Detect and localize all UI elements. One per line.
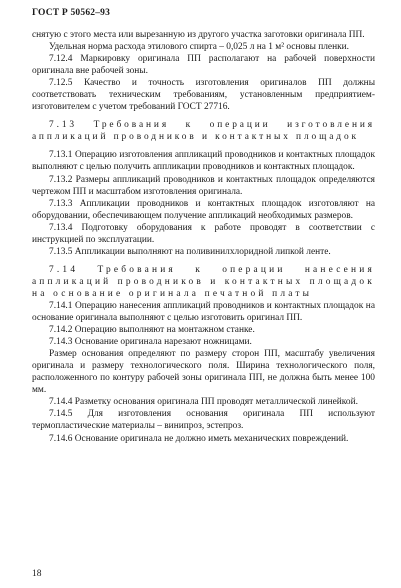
paragraph: 7.14.2 Операцию выполняют на монтажном станке.: [49, 325, 255, 336]
paragraph: 7.12.4 Маркировку оригинала ПП располагают на рабочей поверхности оригинала вне рабочей зоны.: [32, 54, 375, 77]
paragraph: 7.13.1 Операцию изготовления аппликаций проводников и контактных площадок выполняют с целью получить аппликации проводников и контактных площадок.: [32, 150, 375, 173]
document-header: ГОСТ Р 50562–93: [32, 8, 111, 18]
document-body: [32, 29, 375, 445]
paragraph: 7.14.3 Основание оригинала нарезают ножницами.: [49, 337, 252, 348]
section-heading: 7.13 Требования к операции изготовления аппликаций проводников и контактных площадок: [32, 120, 375, 143]
paragraph: Размер основания определяют по размеру сторон ПП, масштабу увеличения оригинала и размеру технологического поля. Ширина технологического поля, расположенного по контуру рабочей зоны оригинала ПП, не должна быть менее 100 мм.: [32, 349, 375, 396]
paragraph: 7.13.3 Аппликации проводников и контактных площадок изготовляют на оборудовании, обеспечивающем получение аппликаций необходимых размеров.: [32, 198, 375, 221]
paragraph: 7.14.5 Для изготовления основания оригинала ПП используют термопластические материалы – винипроз, эстепроз.: [32, 409, 375, 432]
paragraph: 7.14.4 Разметку основания оригинала ПП проводят металлической линейкой.: [49, 397, 358, 408]
paragraph: Удельная норма расхода этилового спирта – 0,025 л на 1 м² основы пленки.: [49, 42, 350, 53]
paragraph: 7.13.4 Подготовку оборудования к работе проводят в соответствии с инструкцией по эксплуатации.: [32, 222, 375, 245]
paragraph: 7.13.5 Аппликации выполняют на поливинилхлоридной липкой ленте.: [49, 246, 331, 257]
page-number: 18: [32, 569, 42, 579]
paragraph: 7.12.5 Качество и точность изготовления оригиналов ПП должны соответствовать техническим требованиям, установленным предприятием-изготовителем с учетом требований ГОСТ 27716.: [32, 78, 375, 113]
paragraph: снятую с этого места или вырезанную из другого участка заготовки оригинала ПП.: [32, 30, 365, 40]
paragraph: 7.14.6 Основание оригинала не должно иметь механических повреждений.: [49, 433, 349, 444]
section-heading: 7.14 Требования к операции нанесения аппликаций проводников и контактных площадок на основание оригинала печатной платы: [32, 264, 375, 299]
paragraph: 7.13.2 Размеры аппликаций проводников и контактных площадок определяются чертежом ПП и масштабом изготовления оригинала.: [32, 174, 375, 197]
paragraph: 7.14.1 Операцию нанесения аппликаций проводников и контактных площадок на основание оригинала выполняют с целью изготовить оригинал ПП.: [32, 300, 375, 324]
